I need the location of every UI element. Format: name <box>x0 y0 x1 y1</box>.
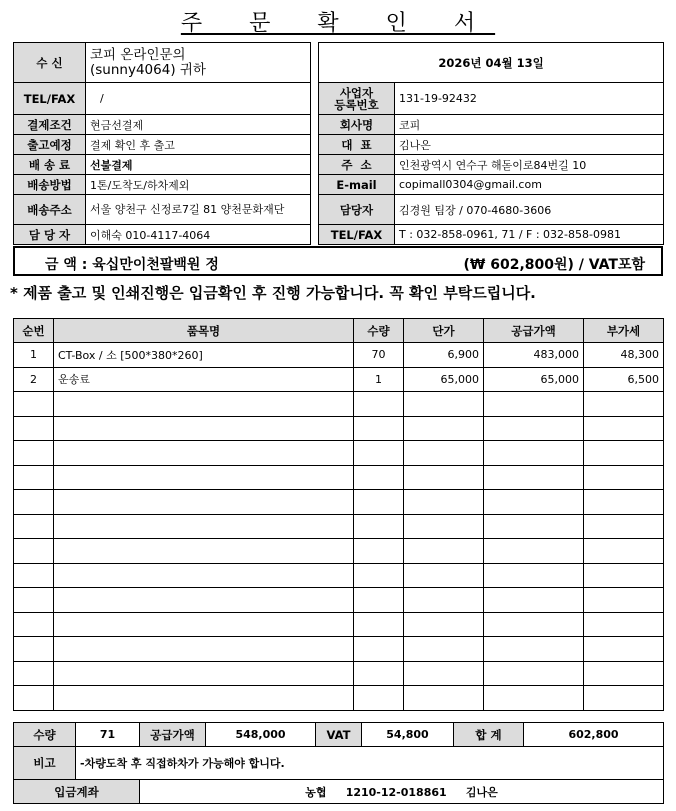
items-body <box>14 343 664 711</box>
empty-table-row <box>14 539 664 564</box>
deposit-account-label: 입금계좌 <box>14 780 140 804</box>
item-no <box>14 637 54 662</box>
item-no <box>14 612 54 637</box>
item-no <box>14 539 54 564</box>
supplier-telfax-label: TEL/FAX <box>319 225 395 245</box>
item-supply <box>484 686 584 711</box>
empty-table-row <box>14 661 664 686</box>
empty-table-row <box>14 465 664 490</box>
item-no: 1 <box>14 343 54 368</box>
empty-table-row <box>14 686 664 711</box>
empty-table-row <box>14 588 664 613</box>
recipient-telfax-label: TEL/FAX <box>14 83 86 115</box>
item-name <box>54 612 354 637</box>
item-qty <box>354 465 404 490</box>
item-vat <box>584 539 664 564</box>
item-unit-price <box>404 539 484 564</box>
col-supply: 공급가액 <box>484 319 584 343</box>
recipient-table <box>13 42 311 245</box>
item-name <box>54 514 354 539</box>
item-no <box>14 588 54 613</box>
shipping-schedule-value: 결제 확인 후 출고 <box>86 135 311 155</box>
col-item-name: 품목명 <box>54 319 354 343</box>
order-date: 2026년 04월 13일 <box>319 43 664 83</box>
items-table <box>13 318 664 711</box>
supplier-telfax-value: T : 032-858-0961, 71 / F : 032-858-0981 <box>395 225 664 245</box>
shipping-fee-label: 배 송 료 <box>14 155 86 175</box>
supplier-table <box>318 42 664 245</box>
item-unit-price <box>404 441 484 466</box>
payment-terms-value: 현금선결제 <box>86 115 311 135</box>
item-no <box>14 686 54 711</box>
item-supply: 65,000 <box>484 367 584 392</box>
table-row <box>14 367 664 392</box>
item-supply: 483,000 <box>484 343 584 368</box>
col-unit-price: 단가 <box>404 319 484 343</box>
item-name <box>54 686 354 711</box>
supplier-address-value: 인천광역시 연수구 해돋이로84번길 10 <box>395 155 664 175</box>
item-supply <box>484 490 584 515</box>
item-unit-price <box>404 563 484 588</box>
item-name <box>54 490 354 515</box>
empty-table-row <box>14 637 664 662</box>
item-name <box>54 588 354 613</box>
amount-box <box>13 246 663 276</box>
item-name <box>54 416 354 441</box>
item-no <box>14 490 54 515</box>
item-qty <box>354 490 404 515</box>
item-name <box>54 637 354 662</box>
total-supply-value: 548,000 <box>206 723 316 747</box>
totals-table <box>13 722 664 804</box>
item-vat <box>584 588 664 613</box>
table-row <box>14 343 664 368</box>
item-unit-price <box>404 612 484 637</box>
item-supply <box>484 563 584 588</box>
total-qty-label: 수량 <box>14 723 76 747</box>
recipient-to-label: 수 신 <box>14 43 86 83</box>
item-no: 2 <box>14 367 54 392</box>
item-no <box>14 563 54 588</box>
item-name <box>54 661 354 686</box>
total-vat-value: 54,800 <box>362 723 454 747</box>
supplier-manager-label: 담당자 <box>319 195 395 225</box>
item-qty <box>354 416 404 441</box>
empty-table-row <box>14 441 664 466</box>
item-name <box>54 539 354 564</box>
item-vat <box>584 441 664 466</box>
item-qty <box>354 637 404 662</box>
item-supply <box>484 465 584 490</box>
delivery-method-value: 1톤/도착도/하차제외 <box>86 175 311 195</box>
payment-terms-label: 결제조건 <box>14 115 86 135</box>
item-unit-price <box>404 588 484 613</box>
item-vat <box>584 686 664 711</box>
total-vat-label: VAT <box>316 723 362 747</box>
shipping-schedule-label: 출고예정 <box>14 135 86 155</box>
item-qty <box>354 514 404 539</box>
payment-notice: * 제품 출고 및 인쇄진행은 입금확인 후 진행 가능합니다. 꼭 확인 부탁드립니다. <box>10 284 536 302</box>
delivery-address-value: 서울 양천구 신정로7길 81 양천문화재단 <box>86 195 311 225</box>
item-unit-price <box>404 686 484 711</box>
item-unit-price <box>404 637 484 662</box>
ceo-value: 김나은 <box>395 135 664 155</box>
item-qty <box>354 686 404 711</box>
item-supply <box>484 612 584 637</box>
item-vat <box>584 661 664 686</box>
item-vat <box>584 416 664 441</box>
empty-table-row <box>14 490 664 515</box>
item-name <box>54 563 354 588</box>
shipping-fee-value: 선불결제 <box>86 155 311 175</box>
supplier-address-label: 주 소 <box>319 155 395 175</box>
business-number-value: 131-19-92432 <box>395 83 664 115</box>
item-vat <box>584 514 664 539</box>
company-name-value: 코피 <box>395 115 664 135</box>
item-vat <box>584 490 664 515</box>
delivery-address-label: 배송주소 <box>14 195 86 225</box>
item-unit-price <box>404 490 484 515</box>
amount-in-numbers: (₩ 602,800원) / VAT포함 <box>463 257 645 273</box>
remarks-label: 비고 <box>14 747 76 780</box>
item-no <box>14 392 54 417</box>
ceo-label: 대 표 <box>319 135 395 155</box>
item-qty <box>354 588 404 613</box>
item-supply <box>484 661 584 686</box>
item-vat <box>584 392 664 417</box>
item-supply <box>484 539 584 564</box>
item-unit-price: 6,900 <box>404 343 484 368</box>
business-number-label: 사업자 등록번호 <box>319 83 395 115</box>
grand-total-label: 합 계 <box>454 723 524 747</box>
item-vat: 6,500 <box>584 367 664 392</box>
item-name <box>54 441 354 466</box>
item-supply <box>484 392 584 417</box>
item-name: CT-Box / 소 [500*380*260] <box>54 343 354 368</box>
item-supply <box>484 637 584 662</box>
item-qty: 1 <box>354 367 404 392</box>
item-vat <box>584 612 664 637</box>
recipient-contact-label: 담 당 자 <box>14 225 86 245</box>
total-qty-value: 71 <box>76 723 140 747</box>
item-vat <box>584 637 664 662</box>
recipient-telfax-value: / <box>86 83 311 115</box>
empty-table-row <box>14 612 664 637</box>
item-name <box>54 392 354 417</box>
item-qty <box>354 661 404 686</box>
recipient-to-value: 코피 온라인문의 (sunny4064) 귀하 <box>86 43 311 83</box>
item-unit-price <box>404 392 484 417</box>
company-name-label: 회사명 <box>319 115 395 135</box>
item-supply <box>484 514 584 539</box>
grand-total-value: 602,800 <box>524 723 664 747</box>
item-no <box>14 416 54 441</box>
item-qty <box>354 441 404 466</box>
col-vat: 부가세 <box>584 319 664 343</box>
total-supply-label: 공급가액 <box>140 723 206 747</box>
item-qty <box>354 563 404 588</box>
item-qty <box>354 612 404 637</box>
item-no <box>14 465 54 490</box>
empty-table-row <box>14 563 664 588</box>
item-supply <box>484 441 584 466</box>
empty-table-row <box>14 416 664 441</box>
recipient-contact-value: 이해숙 010-4117-4064 <box>86 225 311 245</box>
item-supply <box>484 416 584 441</box>
item-name: 운송료 <box>54 367 354 392</box>
item-qty <box>354 392 404 417</box>
deposit-account-value: 농협 1210-12-018861 김나은 <box>140 780 664 804</box>
col-no: 순번 <box>14 319 54 343</box>
email-value: copimall0304@gmail.com <box>395 175 664 195</box>
remarks-value: -차량도착 후 직접하차가 가능해야 합니다. <box>76 747 664 780</box>
item-vat <box>584 563 664 588</box>
item-unit-price <box>404 514 484 539</box>
item-supply <box>484 588 584 613</box>
amount-in-words: 금 액 : 육십만이천팔백원 정 <box>45 257 219 273</box>
item-qty <box>354 539 404 564</box>
item-unit-price <box>404 465 484 490</box>
delivery-method-label: 배송방법 <box>14 175 86 195</box>
item-vat: 48,300 <box>584 343 664 368</box>
col-qty: 수량 <box>354 319 404 343</box>
supplier-manager-value: 김경원 팀장 / 070-4680-3606 <box>395 195 664 225</box>
email-label: E-mail <box>319 175 395 195</box>
item-no <box>14 661 54 686</box>
empty-table-row <box>14 392 664 417</box>
item-unit-price <box>404 661 484 686</box>
item-unit-price <box>404 416 484 441</box>
document-title: 주 문 확 인 서 <box>180 11 496 36</box>
item-name <box>54 465 354 490</box>
empty-table-row <box>14 514 664 539</box>
item-vat <box>584 465 664 490</box>
item-unit-price: 65,000 <box>404 367 484 392</box>
item-qty: 70 <box>354 343 404 368</box>
item-no <box>14 441 54 466</box>
item-no <box>14 514 54 539</box>
